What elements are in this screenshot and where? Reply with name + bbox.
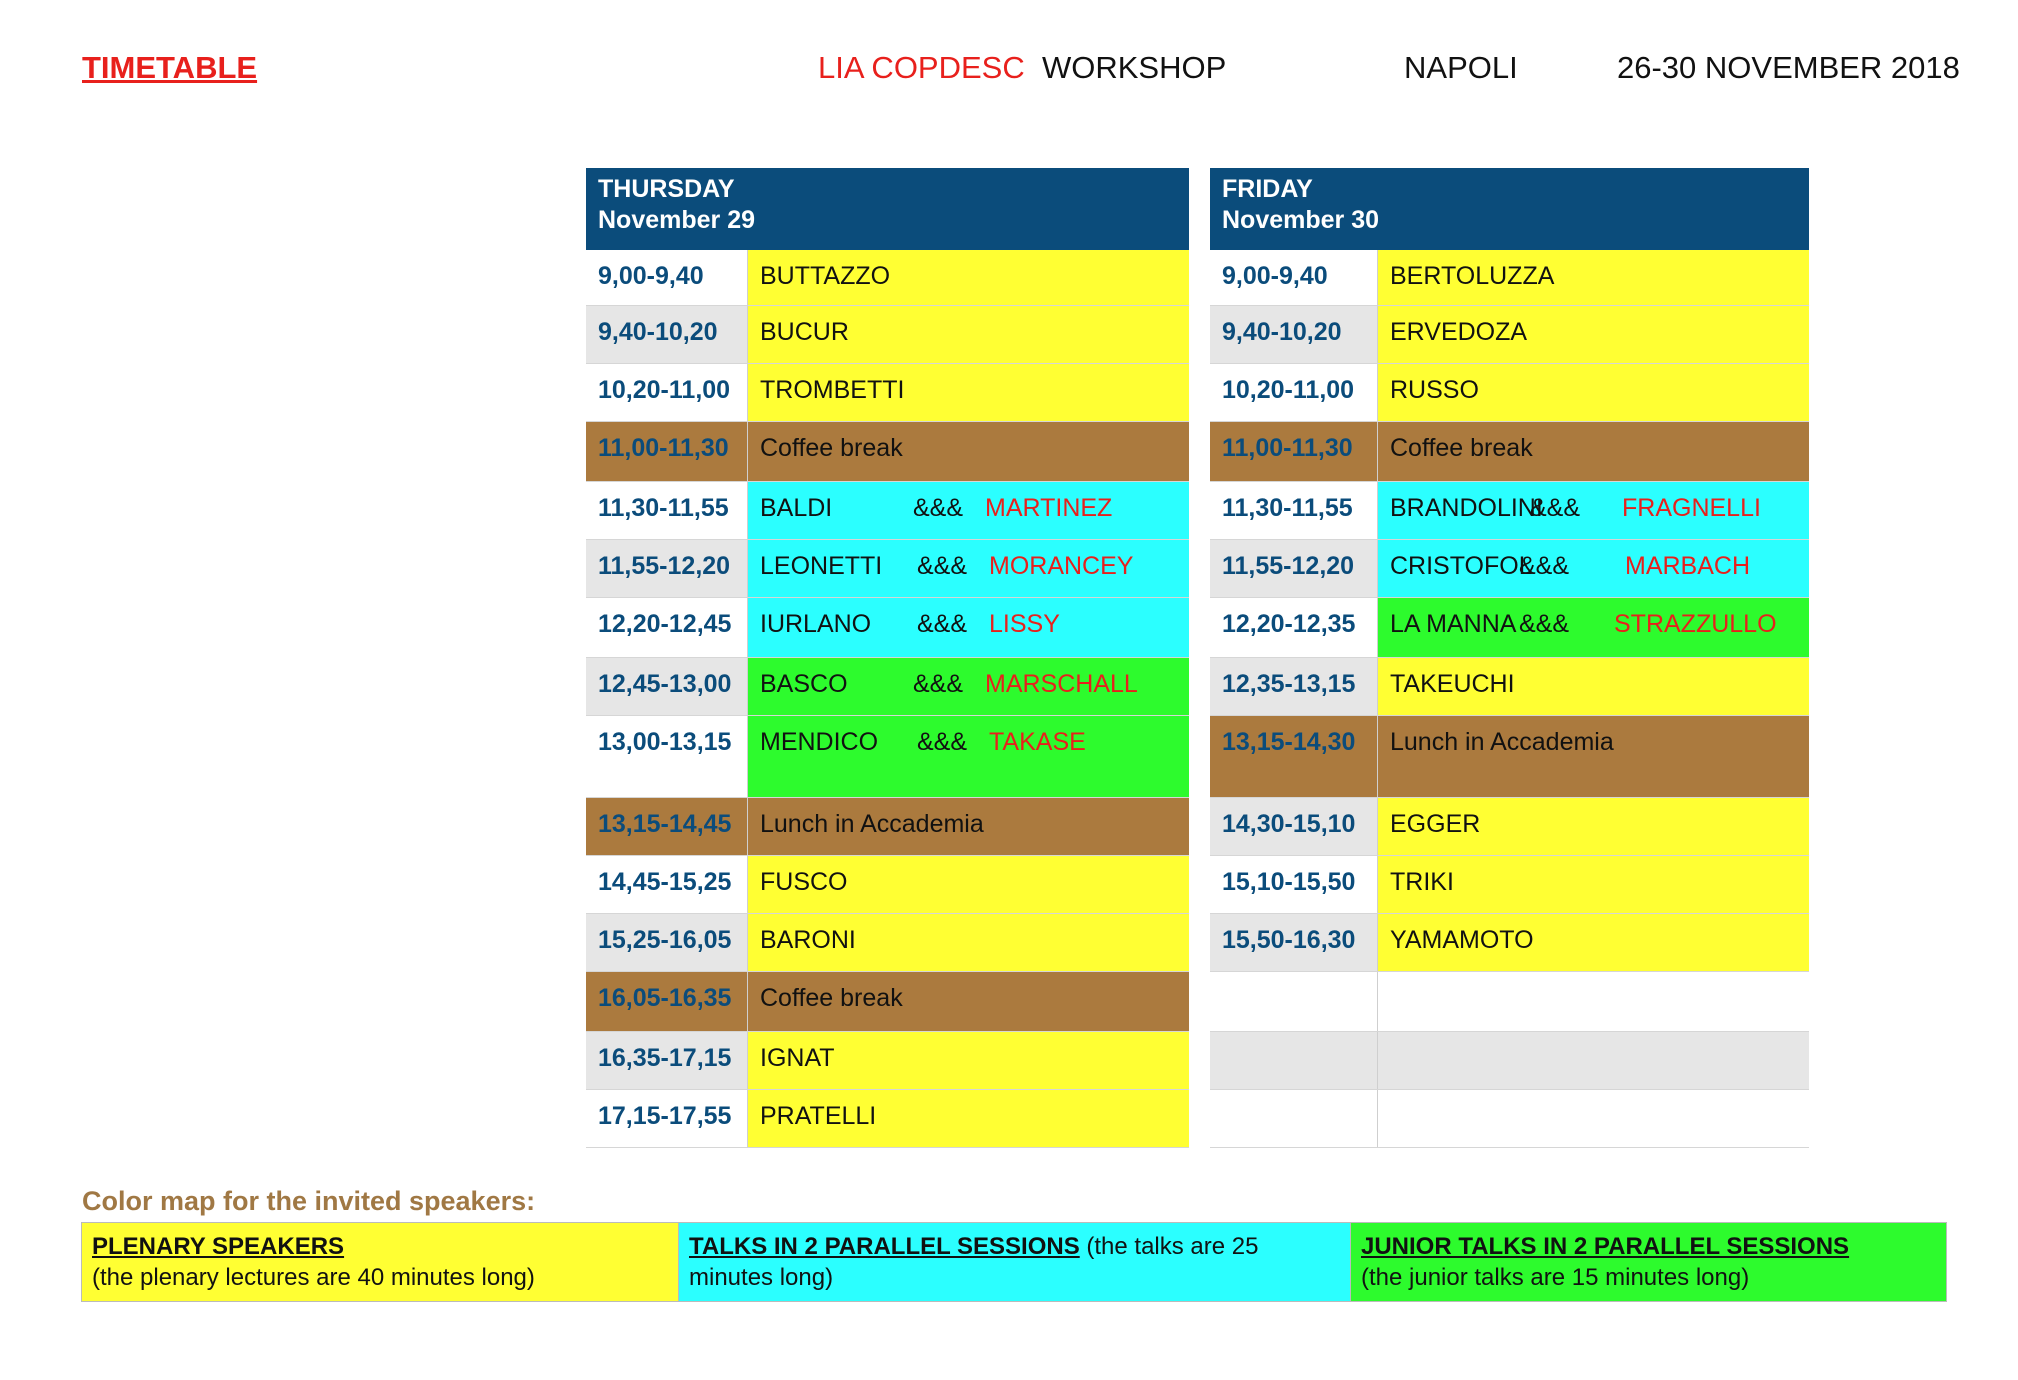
- time-slot: 13,15-14,45: [586, 798, 748, 855]
- speaker-cell: [748, 716, 1189, 797]
- second-speaker-name: MARTINEZ: [985, 494, 1113, 522]
- speaker-name: PRATELLI: [760, 1102, 877, 1130]
- speaker-name: BARONI: [760, 926, 856, 954]
- break-label: [1378, 716, 1809, 797]
- speaker-name: Lunch in Accademia: [760, 810, 984, 838]
- speaker-cell: [748, 658, 1189, 715]
- speaker-name: FUSCO: [760, 868, 848, 896]
- speaker-name: BRANDOLINI: [1390, 494, 1543, 522]
- legend-heading: PLENARY SPEAKERS: [92, 1233, 345, 1260]
- event-name-red: LIA COPDESC: [818, 50, 1025, 85]
- time-slot: 14,45-15,25: [586, 856, 748, 913]
- legend-description: (the talks are 25 minutes long): [689, 1233, 1259, 1291]
- time-slot: 9,40-10,20: [1210, 306, 1378, 363]
- speaker-name: TAKEUCHI: [1390, 670, 1515, 698]
- time-slot: 11,30-11,55: [1210, 482, 1378, 539]
- speaker-name: Coffee break: [760, 434, 903, 462]
- speaker-name: TROMBETTI: [760, 376, 905, 404]
- speaker-name: Coffee break: [1390, 434, 1533, 462]
- thursday-schedule: [586, 168, 1189, 1148]
- speaker-cell: [1378, 364, 1809, 421]
- legend-item: [82, 1223, 678, 1301]
- speaker-name: MENDICO: [760, 728, 879, 756]
- schedule-row: [586, 250, 1189, 306]
- time-slot: [1210, 1032, 1378, 1089]
- day-name: THURSDAY: [598, 175, 735, 203]
- second-speaker-name: MARBACH: [1625, 552, 1751, 580]
- speaker-cell: [1378, 658, 1809, 715]
- time-slot: 11,00-11,30: [586, 422, 748, 481]
- speaker-cell: [1378, 914, 1809, 971]
- break-label: [1378, 422, 1809, 481]
- speaker-cell: [748, 1090, 1189, 1147]
- speaker-name: CRISTOFOL: [1390, 552, 1533, 580]
- schedule-row: [586, 856, 1189, 914]
- schedule-row: [1210, 250, 1809, 306]
- schedule-row: [1210, 422, 1809, 482]
- speaker-cell: [748, 306, 1189, 363]
- second-speaker-name: FRAGNELLI: [1622, 494, 1761, 522]
- time-slot: 10,20-11,00: [586, 364, 748, 421]
- time-slot: 12,35-13,15: [1210, 658, 1378, 715]
- time-slot: [1210, 972, 1378, 1031]
- time-slot: 16,05-16,35: [586, 972, 748, 1031]
- schedule-row: [586, 1032, 1189, 1090]
- schedule-row: [1210, 798, 1809, 856]
- schedule-row: [586, 598, 1189, 658]
- speaker-cell: [748, 598, 1189, 657]
- speaker-name: BUCUR: [760, 318, 849, 346]
- time-slot: 11,55-12,20: [1210, 540, 1378, 597]
- color-legend: [81, 1222, 1947, 1302]
- separator: &&&: [917, 552, 968, 580]
- schedule-row: [1210, 306, 1809, 364]
- day-date: November 30: [1222, 206, 1380, 234]
- time-slot: 15,10-15,50: [1210, 856, 1378, 913]
- speaker-name: YAMAMOTO: [1390, 926, 1534, 954]
- schedule-row: [586, 422, 1189, 482]
- schedule-row: [1210, 856, 1809, 914]
- legend-item: [1350, 1223, 1946, 1301]
- legend-item: [678, 1223, 1350, 1301]
- speaker-cell: [1378, 482, 1809, 539]
- event-name-black: WORKSHOP: [1041, 50, 1227, 85]
- time-slot: 11,55-12,20: [586, 540, 748, 597]
- time-slot: 9,40-10,20: [586, 306, 748, 363]
- day-name: FRIDAY: [1222, 175, 1313, 203]
- speaker-cell: [748, 914, 1189, 971]
- separator: &&&: [1530, 494, 1581, 522]
- speaker-name: Coffee break: [760, 984, 903, 1012]
- schedule-row: [1210, 658, 1809, 716]
- speaker-cell: [748, 364, 1189, 421]
- speaker-name: BUTTAZZO: [760, 262, 891, 290]
- speaker-name: BERTOLUZZA: [1390, 262, 1555, 290]
- time-slot: 17,15-17,55: [586, 1090, 748, 1147]
- schedule-row: [1210, 364, 1809, 422]
- separator: &&&: [917, 728, 968, 756]
- separator: &&&: [1519, 610, 1570, 638]
- time-slot: 14,30-15,10: [1210, 798, 1378, 855]
- second-speaker-name: MORANCEY: [989, 552, 1134, 580]
- time-slot: 11,00-11,30: [1210, 422, 1378, 481]
- second-speaker-name: MARSCHALL: [985, 670, 1138, 698]
- schedule-row: [1210, 1032, 1809, 1090]
- time-slot: 9,00-9,40: [1210, 250, 1378, 305]
- day-date: November 29: [598, 206, 756, 234]
- legend-heading: TALKS IN 2 PARALLEL SESSIONS: [689, 1233, 1080, 1260]
- schedule-row: [1210, 716, 1809, 798]
- speaker-name: BALDI: [760, 494, 833, 522]
- speaker-cell: [1378, 306, 1809, 363]
- legend-description: (the junior talks are 15 minutes long): [1361, 1264, 1750, 1291]
- time-slot: 12,45-13,00: [586, 658, 748, 715]
- speaker-cell: [1378, 250, 1809, 305]
- time-slot: 16,35-17,15: [586, 1032, 748, 1089]
- speaker-cell: [748, 482, 1189, 539]
- time-slot: 15,25-16,05: [586, 914, 748, 971]
- speaker-cell: [1378, 798, 1809, 855]
- schedule-row: [586, 658, 1189, 716]
- event-city: NAPOLI: [1404, 50, 1518, 85]
- separator: &&&: [1519, 552, 1570, 580]
- separator: &&&: [917, 610, 968, 638]
- time-slot: 9,00-9,40: [586, 250, 748, 305]
- schedule-row: [1210, 482, 1809, 540]
- schedule-row: [586, 972, 1189, 1032]
- second-speaker-name: TAKASE: [989, 728, 1086, 756]
- speaker-cell: [1378, 1032, 1809, 1089]
- speaker-name: TRIKI: [1390, 868, 1454, 896]
- schedule-row: [586, 914, 1189, 972]
- speaker-name: IGNAT: [760, 1044, 835, 1072]
- second-speaker-name: LISSY: [989, 610, 1060, 638]
- speaker-cell: [748, 540, 1189, 597]
- time-slot: 11,30-11,55: [586, 482, 748, 539]
- schedule-row: [586, 482, 1189, 540]
- speaker-name: ERVEDOZA: [1390, 318, 1528, 346]
- schedule-row: [586, 540, 1189, 598]
- break-label: [748, 972, 1189, 1031]
- day-header: [586, 168, 1189, 250]
- break-label: [748, 422, 1189, 481]
- separator: &&&: [913, 670, 964, 698]
- schedule-row: [586, 364, 1189, 422]
- schedule-row: [1210, 540, 1809, 598]
- event-dates: 26-30 NOVEMBER 2018: [1617, 50, 1960, 85]
- legend-heading: JUNIOR TALKS IN 2 PARALLEL SESSIONS: [1361, 1233, 1850, 1260]
- schedule-row: [1210, 914, 1809, 972]
- speaker-name: EGGER: [1390, 810, 1481, 838]
- time-slot: [1210, 1090, 1378, 1147]
- break-label: [748, 798, 1189, 855]
- speaker-name: Lunch in Accademia: [1390, 728, 1614, 756]
- speaker-cell: [1378, 856, 1809, 913]
- separator: &&&: [913, 494, 964, 522]
- legend-title: Color map for the invited speakers:: [82, 1186, 536, 1216]
- schedule-row: [1210, 972, 1809, 1032]
- speaker-cell: [1378, 1090, 1809, 1147]
- speaker-cell: [748, 856, 1189, 913]
- schedule-row: [586, 798, 1189, 856]
- time-slot: 13,15-14,30: [1210, 716, 1378, 797]
- schedule-row: [586, 1090, 1189, 1148]
- time-slot: 12,20-12,45: [586, 598, 748, 657]
- speaker-name: BASCO: [760, 670, 848, 698]
- schedule-row: [1210, 598, 1809, 658]
- schedule-row: [586, 306, 1189, 364]
- speaker-name: LEONETTI: [760, 552, 883, 580]
- legend-description: (the plenary lectures are 40 minutes long): [92, 1264, 535, 1291]
- speaker-cell: [1378, 972, 1809, 1031]
- schedule-row: [586, 716, 1189, 798]
- schedule-row: [1210, 1090, 1809, 1148]
- second-speaker-name: STRAZZULLO: [1614, 610, 1777, 638]
- time-slot: 10,20-11,00: [1210, 364, 1378, 421]
- speaker-name: LA MANNA: [1390, 610, 1517, 638]
- page-title: TIMETABLE: [82, 50, 258, 85]
- speaker-cell: [748, 250, 1189, 305]
- time-slot: 12,20-12,35: [1210, 598, 1378, 657]
- speaker-cell: [748, 1032, 1189, 1089]
- speaker-name: RUSSO: [1390, 376, 1479, 404]
- speaker-cell: [1378, 598, 1809, 657]
- speaker-cell: [1378, 540, 1809, 597]
- friday-schedule: [1210, 168, 1809, 1148]
- event-name: [818, 50, 1226, 86]
- time-slot: 15,50-16,30: [1210, 914, 1378, 971]
- time-slot: 13,00-13,15: [586, 716, 748, 797]
- day-header: [1210, 168, 1809, 250]
- speaker-name: IURLANO: [760, 610, 872, 638]
